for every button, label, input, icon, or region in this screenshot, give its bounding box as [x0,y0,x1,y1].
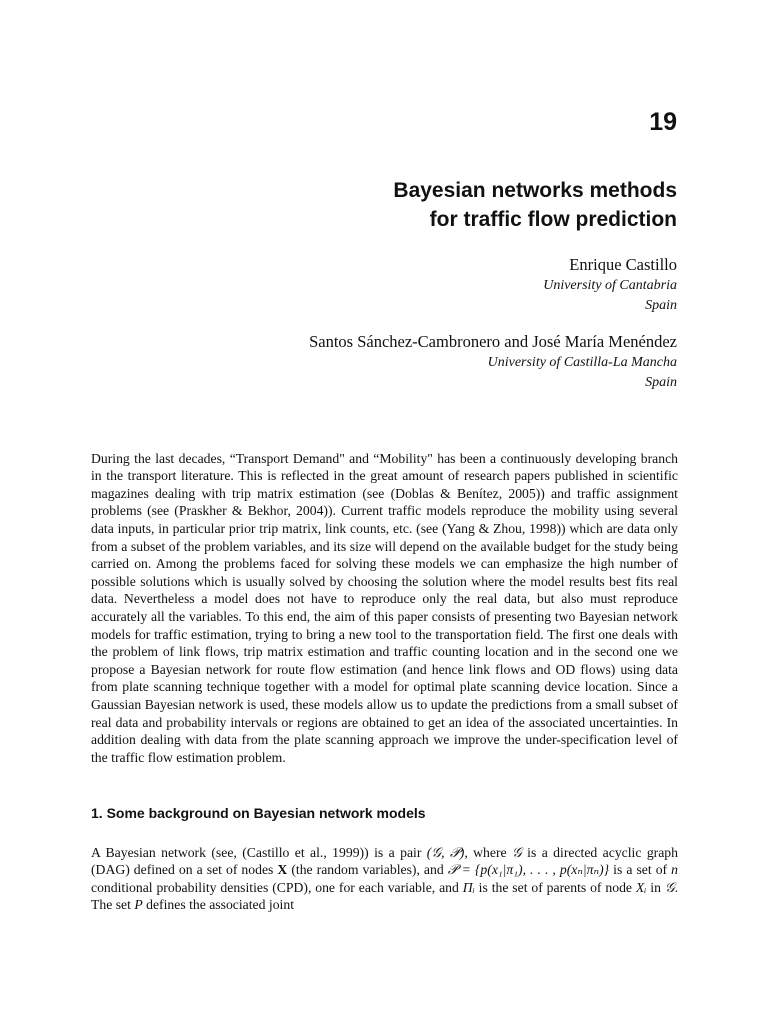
author-block-1 [117,254,677,316]
math-parents-set: Πᵢ [462,879,475,895]
author-name-2: Santos Sánchez-Cambronero and José María Menéndez [309,332,677,351]
text-run: A Bayesian network (see, (Castillo et al., 1999)) is a pair [91,844,427,860]
text-run: is a directed acyclic graph (DAG) defined on a set of nodes [91,844,678,878]
math-graph-symbol: 𝒢 [512,844,522,860]
section-paragraph [91,844,678,914]
math-n: n [671,862,678,878]
chapter-title [117,176,677,234]
chapter-title-line-2: for traffic flow prediction [429,208,677,231]
math-probability-set: 𝒫 = {p(x₁|π₁), . . . , p(xₙ|πₙ)} [447,862,610,878]
intro-paragraph: During the last decades, “Transport Demand" and “Mobility" has been a continuously developing branch in the transport literature. This is reflected in the great amount of research papers published in scientific magazines dealing with trip matrix estimation (see (Doblas & Benítez, 2005)) and traffic assignment problems (see (Praskher & Bekhor, 2004)). Current traffic models reproduce the mobility using several data inputs, in particular prior trip matrix, link counts, etc. (see (Yang & Zhou, 1998)) which are data only from a subset of the problem variables, and its size will depend on the available budget for the study being carried on. Among the problems faced for solving these models we can emphasize the high number of possible solutions which is usually solved by choosing the solution where the model results best fits real data. Nevertheless a model does not have to reproduce only the real data, but also must reproduce accurately all the variables. To this end, the aim of this paper consists of presenting two Bayesian network models for traffic estimation, trying to bring a new tool to the transportation field. The first one deals with the problem of link flows, trip matrix estimation and traffic counting location and in the second one we propose a Bayesian network for route flow estimation (and hence link flows and OD flows) using data from plate scanning technique together with a model for optimal plate scanning device location. Since a Gaussian Bayesian network is used, these models allow us to update the predictions from a small subset of real data and probability intervals or regions are obtained to get an idea of the associated uncertainties. In addition dealing with data from the plate scanning approach we improve the under-specification level of the traffic flow estimation problem. [91,450,678,765]
text-run: (the random variables), and [287,862,448,878]
text-run: conditional probability densities (CPD), one for each variable, and [91,879,463,895]
math-set-p: P [134,897,143,913]
chapter-number: 19 [649,108,677,136]
author-country-1: Spain [645,298,677,313]
math-node-xi: Xᵢ [635,879,647,895]
math-graph-symbol-2: 𝒢 [664,879,675,895]
author-name-1: Enrique Castillo [569,255,677,274]
author-affiliation-1: University of Cantabria [543,278,677,293]
text-run: in [646,879,665,895]
text-run: , where [464,844,513,860]
text-run: is the set of parents of node [474,879,636,895]
author-country-2: Spain [645,375,677,390]
math-pair: (𝒢, 𝒫) [426,844,465,860]
chapter-title-line-1: Bayesian networks methods [393,179,677,202]
text-run: . The set [91,879,678,913]
author-block-2 [117,331,677,393]
text-run: is a set of [609,862,672,878]
bold-variable: X [277,862,288,878]
author-affiliation-2: University of Castilla-La Mancha [487,355,677,370]
text-run: defines the associated joint [142,897,294,913]
section-heading: 1. Some background on Bayesian network models [91,805,426,821]
